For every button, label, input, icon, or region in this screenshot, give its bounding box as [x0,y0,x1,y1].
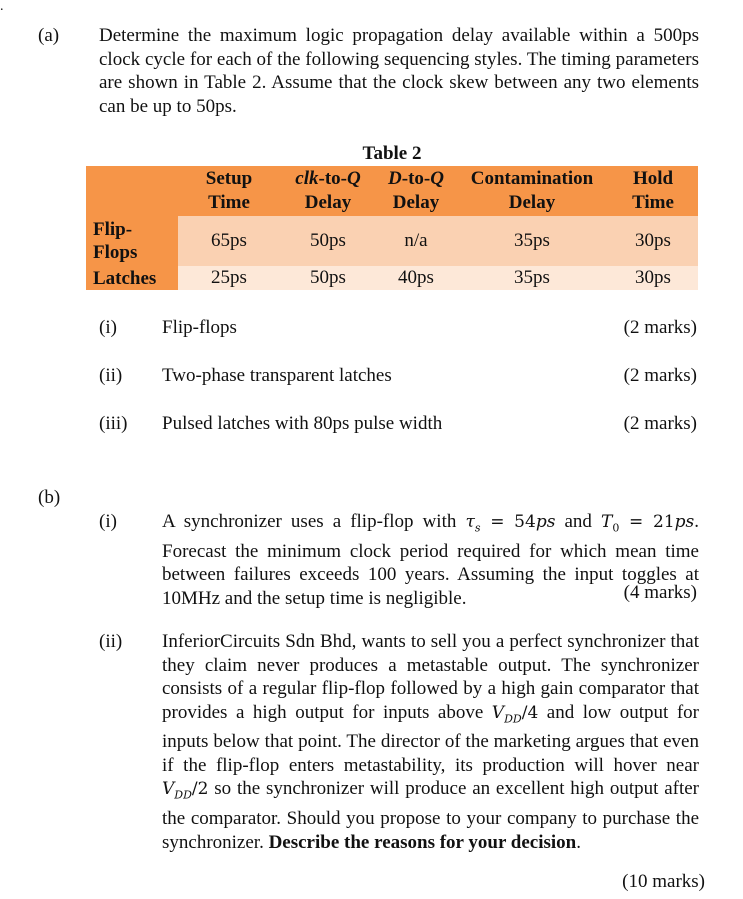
item-marks: (4 marks) [623,582,697,603]
item-marks: (2 marks) [623,413,697,434]
vdd-symbol: $V_{DD}/4$ [491,702,539,725]
cell-setup: 65ps [178,216,280,266]
cell-setup: 25ps [178,266,280,290]
cell-hold: 30ps [608,216,698,266]
header-clk-to-q: clk-to-Q Delay [280,166,376,216]
item-number: (ii) [99,365,123,386]
t0-symbol: $T_0 = 21ps$ [600,512,695,535]
item-number: (i) [99,511,117,532]
question-b-ii: InferiorCircuits Sdn Bhd, wants to sell you a perfect synchronizer that they claim never produces a metastable output. The synchronizer consists of a regular flip-flop followed by a high gain comparator that provides a high output for inputs above $V_{DD}/4$ and low output for inputs below that point. The director of the marketing argues that even if the flip-flop enters metastability, its production will hover near $V_{DD}/2$ so the synchronizer will produce an excellent high output after the comparator. Should you propose to your company to purchase the synchronizer. Describe the reasons for your decision. [162,631,699,853]
row-name-latches: Latches [86,266,178,290]
part-a-label: (a) [38,25,60,46]
cell-contamination: 35ps [456,266,608,290]
cell-hold: 30ps [608,266,698,290]
part-a-intro: Determine the maximum logic propagation delay available within a 500ps clock cycle for each of the following sequencing styles. The timing parameters are shown in Table 2. Assume that the clock skew between any two elements can be up to 50ps. [99,25,699,117]
item-text: Two-phase transparent latches [162,365,392,386]
item-number: (iii) [99,413,128,434]
item-marks: (2 marks) [623,365,697,386]
cell-dq: 40ps [376,266,456,290]
item-number: (ii) [99,631,123,652]
part-b-label: (b) [38,487,61,508]
table-row [86,266,698,290]
cell-dq: n/a [376,216,456,266]
header-setup-time: Setup Time [178,166,280,216]
item-text: Pulsed latches with 80ps pulse width [162,413,443,434]
tau-symbol: $\tau_s = 54ps$ [465,512,556,535]
header-hold-time: Hold Time [608,166,698,216]
table-row [86,216,698,266]
table-header-row [86,166,698,216]
header-d-to-q: D-to-Q Delay [376,166,456,216]
page-dot: . [0,0,4,14]
cell-contamination: 35ps [456,216,608,266]
cell-clkq: 50ps [280,266,376,290]
header-contamination-delay: Contamination Delay [456,166,608,216]
item-marks: (2 marks) [623,317,697,338]
cell-clkq: 50ps [280,216,376,266]
item-number: (i) [99,317,117,338]
timing-table [86,166,698,290]
row-name-flip-flops: Flip- Flops [86,216,178,266]
vdd-symbol: $V_{DD}/2$ [162,779,209,802]
header-empty [86,166,178,216]
table-caption: Table 2 [362,143,422,164]
question-b-i: A synchronizer uses a flip-flop with $\tau_s = 54ps$ and $T_0 = 21ps$. Forecast the minimum clock period required for which mean time between failures exceeds 100 years. Assuming the input toggles at 10MHz and the setup time is negligible. [162,511,699,609]
item-text: Flip-flops [162,317,237,338]
item-marks: (10 marks) [622,871,705,892]
